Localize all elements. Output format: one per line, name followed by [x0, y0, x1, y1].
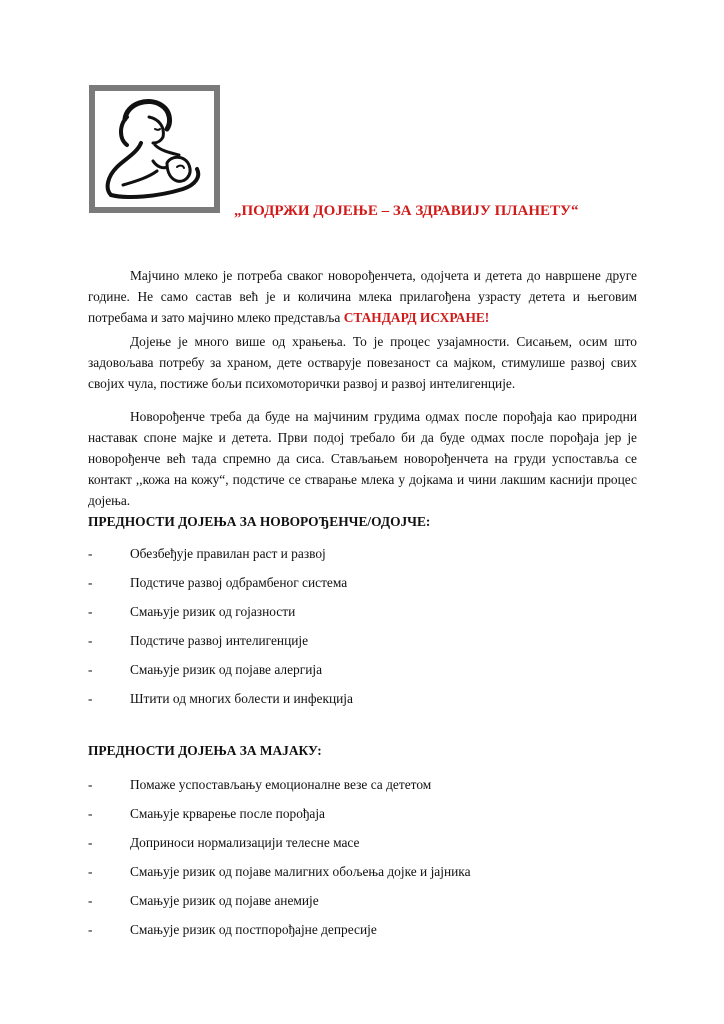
list-item	[88, 915, 648, 944]
paragraph-intro	[88, 265, 637, 328]
list-item-text: Штити од многих болести и инфекција	[130, 691, 353, 706]
mother-section-title: ПРЕДНОСТИ ДОЈЕЊА ЗА МАЈАКУ:	[88, 743, 322, 758]
page-title: „ПОДРЖИ ДОЈЕЊЕ – ЗА ЗДРАВИЈУ ПЛАНЕТУ“	[234, 203, 579, 219]
list-item-text: Подстиче развој интелигенције	[130, 633, 309, 648]
list-item	[88, 828, 648, 857]
list-item	[88, 799, 648, 828]
list-dash: -	[88, 691, 93, 706]
list-item-text: Помаже успостављању емоционалне везе са дететом	[130, 777, 432, 792]
list-item	[88, 684, 648, 713]
list-item-text: Смањује ризик од појаве анемије	[130, 893, 319, 908]
list-item-text: Смањује крварење после порођаја	[130, 806, 325, 821]
paragraph-intro-text: Мајчино млеко је потреба сваког новорођенчета, одојчета и детета до навршене друге године. Не само састав већ је и количина млека прилагођена узрасту детета и његовим потребама и зато мајчино млеко представља	[88, 268, 637, 325]
list-dash: -	[88, 893, 93, 908]
list-dash: -	[88, 835, 93, 850]
paragraph-first-feeding: Новорођенче треба да буде на мајчиним грудима одмах после порођаја као природни наставак споне мајке и детета. Први подој требало би да буде одмах после порођаја јер је новорођенче већ тада спремно да сиса. Стављањем новорођенчета на груди успоставља се контакт ,,кожа на кожу“, подстиче се стварање млека у дојкама и чини лакшим каснији процес дојења.	[88, 409, 637, 508]
list-item	[88, 857, 648, 886]
list-item-text: Смањује ризик од гојазности	[130, 604, 296, 619]
list-dash: -	[88, 633, 93, 648]
list-dash: -	[88, 864, 93, 879]
mother-benefits-list	[88, 770, 648, 944]
list-item	[88, 626, 648, 655]
list-item	[88, 655, 648, 684]
list-item	[88, 886, 648, 915]
paragraph-bonding: Дојење је много више од храњења. То је процес узајамности. Сисањем, осим што задовољава потребу за храном, дете остварује повезаност са мајком, стимулише развој свих својих чула, постиже бољи психомоторички развој и развој интелигенције.	[88, 334, 637, 391]
list-item	[88, 597, 648, 626]
list-item	[88, 539, 648, 568]
list-dash: -	[88, 662, 93, 677]
list-dash: -	[88, 922, 93, 937]
list-dash: -	[88, 575, 93, 590]
list-dash: -	[88, 604, 93, 619]
infant-section-title: ПРЕДНОСТИ ДОЈЕЊА ЗА НОВОРОЂЕНЧЕ/ОДОЈЧЕ:	[88, 514, 431, 529]
infant-benefits-list	[88, 539, 648, 713]
list-dash: -	[88, 546, 93, 561]
list-item-text: Смањује ризик од појаве малигних обољења дојке и јајника	[130, 864, 471, 879]
mother-breastfeeding-icon	[97, 93, 212, 205]
list-item-text: Смањује ризик од појаве алергија	[130, 662, 323, 677]
list-item-text: Доприноси нормализацији телесне масе	[130, 835, 360, 850]
list-item	[88, 568, 648, 597]
highlight-standard: СТАНДАРД ИСХРАНЕ!	[343, 310, 490, 325]
list-dash: -	[88, 777, 93, 792]
list-item-text: Подстиче развој одбрамбеног система	[130, 575, 348, 590]
list-item-text: Обезбеђује правилан раст и развој	[130, 546, 326, 561]
logo	[89, 85, 220, 213]
list-dash: -	[88, 806, 93, 821]
list-item-text: Смањује ризик од постпорођајне депресије	[130, 922, 377, 937]
list-item	[88, 770, 648, 799]
